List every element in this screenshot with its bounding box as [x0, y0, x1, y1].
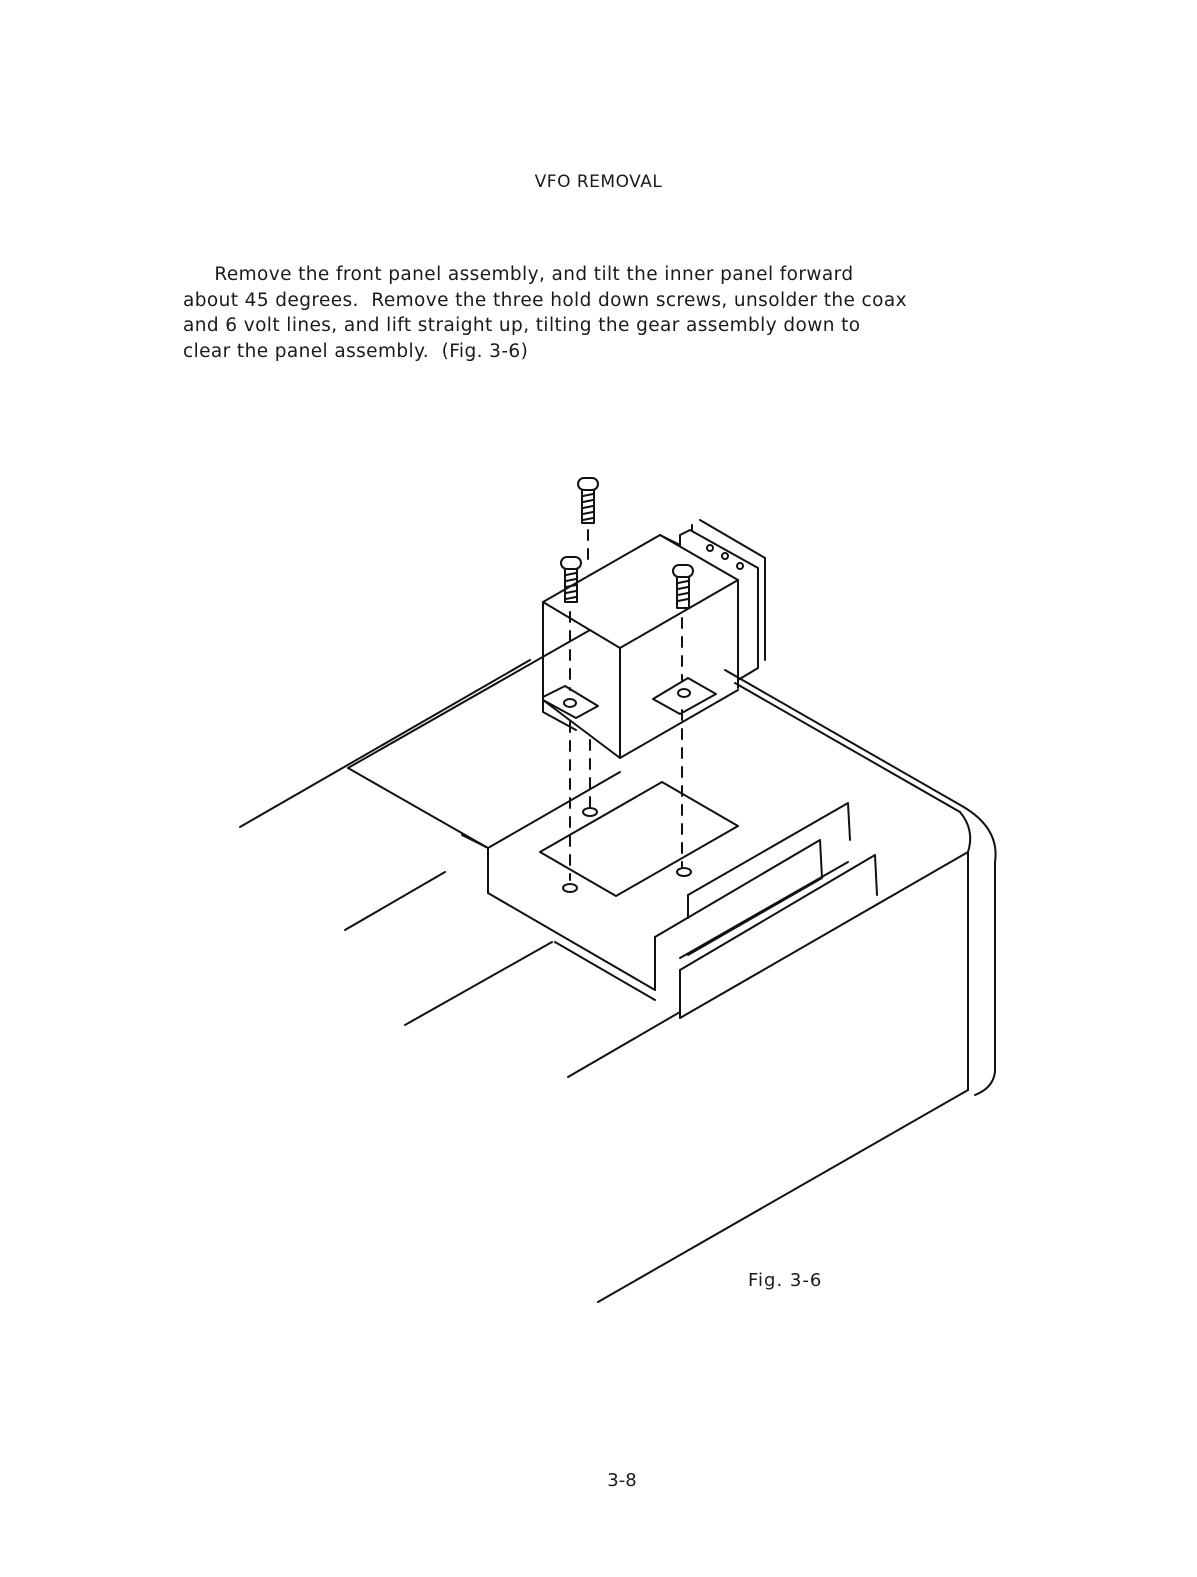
inner-panel: [348, 630, 655, 1000]
figure-caption: Fig. 3-6: [748, 1270, 823, 1291]
side-plates: [655, 803, 877, 970]
rear-plates: [680, 520, 765, 680]
paragraph-line: and 6 volt lines, and lift straight up, tilting the gear assembly down to: [183, 315, 861, 336]
page-number: 3-8: [607, 1470, 637, 1491]
paragraph-line: clear the panel assembly. (Fig. 3-6): [183, 340, 529, 362]
page-title: VFO REMOVAL: [534, 172, 663, 192]
paragraph-line: Remove the front panel assembly, and tilt the inner panel forward: [183, 264, 854, 285]
screw-holes: [563, 808, 691, 892]
paragraph-line: about 45 degrees. Remove the three hold down screws, unsolder the coax: [183, 289, 907, 311]
mounting-tabs: [543, 678, 716, 730]
